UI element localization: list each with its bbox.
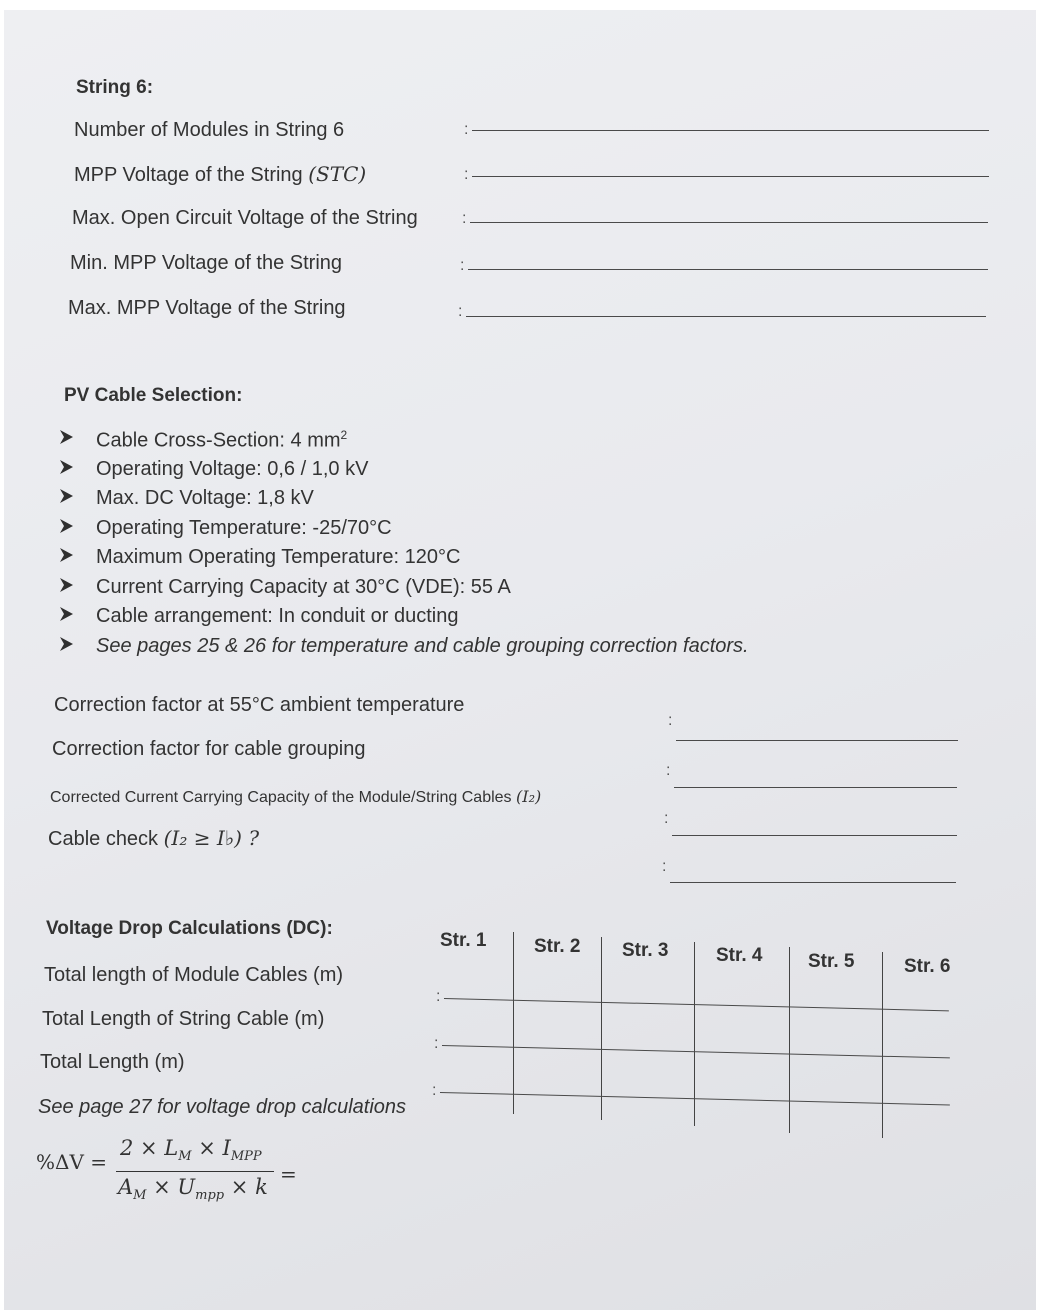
- field-colon: :: [434, 1035, 439, 1052]
- field-colon: :: [436, 988, 441, 1005]
- field-label-modules: Number of Modules in String 6: [74, 119, 345, 141]
- column-header-str1: Str. 1: [440, 930, 487, 951]
- row-label-string-cable: Total Length of String Cable (m): [42, 1008, 325, 1030]
- table-column-divider: [513, 932, 514, 1114]
- cable-check-label: Cable check (I₂ ≥ I♭) ?: [48, 826, 260, 850]
- field-colon: :: [458, 303, 463, 320]
- field-colon: :: [464, 166, 469, 183]
- table-column-divider: [789, 947, 790, 1133]
- field-colon: :: [662, 858, 667, 875]
- table-column-divider: [882, 952, 883, 1138]
- worksheet-page: String 6: Number of Modules in String 6 : MPP Voltage of the String (STC) : Max. Open Circuit Voltage of the String : Min. MPP Voltage of the String : Max. MPP Voltage of the String : PV Cable Selection: Cable Cross-Section: 4 $mm^2$ Operating Voltage: 0,6 / 1,0 kV Max. DC Voltage: 1,8 kV Operating Temperature: -25/70°C Maximum Operating Temperature: 120°C Current Carrying Capacity at 30°C (VDE): 55 A Cable arrangement: In conduit or ducting See pages 25 & 26 for temperature and cable grouping correction factors. Correction factor at 55°C ambient temperature : Correction factor for cable grouping : Corrected Current Carrying Capacity of the Module/String Cables (I₂) : Cable check (I₂ ≥ I♭) ? : Voltage Drop Calculations (DC): Str. 1 Str. 2 Str. 3 Str. 4 Str. 5 Str. 6 Total length of Module Cables (m) : Total Length of String Cable (m) : Total Length (m) : See page 27 for voltage drop calculations %ΔV = $2 \times L_M \times I_{MPP}$ $A_M \times U_{mpp} \times k$ =: [4, 10, 1036, 1310]
- formula-rhs: =: [280, 1162, 297, 1186]
- column-header-str3: Str. 3: [622, 940, 669, 961]
- table-column-divider: [601, 937, 602, 1120]
- field-colon: :: [464, 121, 469, 138]
- voltage-drop-heading: Voltage Drop Calculations (DC):: [46, 918, 333, 939]
- input-line-cable-check[interactable]: [670, 882, 956, 883]
- row-label-total-length: Total Length (m): [40, 1051, 185, 1073]
- field-label-min-mpp: Min. MPP Voltage of the String: [70, 252, 343, 274]
- input-line-max-open-circuit[interactable]: [470, 222, 988, 223]
- field-label-max-mpp: Max. MPP Voltage of the String: [68, 297, 346, 319]
- voltage-drop-note: See page 27 for voltage drop calculations: [38, 1096, 407, 1118]
- arrow-bullet-icon: [60, 607, 73, 621]
- arrow-bullet-icon: [60, 548, 73, 562]
- column-header-str2: Str. 2: [534, 936, 581, 957]
- table-row-line[interactable]: [442, 1045, 950, 1058]
- field-label-mpp-voltage: MPP Voltage of the String (STC): [74, 162, 367, 186]
- formula-numerator: $2 \times L_M \times I_{MPP}$: [120, 1136, 262, 1165]
- input-line-correction-temp[interactable]: [676, 740, 958, 741]
- input-line-mpp-voltage[interactable]: [472, 176, 989, 177]
- input-line-max-mpp[interactable]: [466, 316, 986, 317]
- input-line-modules[interactable]: [472, 130, 989, 131]
- field-colon: :: [668, 712, 673, 729]
- input-line-corrected-capacity[interactable]: [672, 835, 957, 836]
- column-header-str4: Str. 4: [716, 945, 763, 966]
- correction-temp-label: Correction factor at 55°C ambient temperature: [54, 694, 465, 716]
- formula-fraction-bar: [116, 1171, 274, 1172]
- correction-grouping-label: Correction factor for cable grouping: [52, 738, 366, 760]
- corrected-capacity-label: Corrected Current Carrying Capacity of the Module/String Cables (I₂): [50, 787, 542, 806]
- field-colon: :: [460, 257, 465, 274]
- arrow-bullet-icon: [60, 637, 73, 651]
- string6-heading: String 6:: [76, 77, 154, 98]
- formula-lhs: %ΔV =: [36, 1150, 108, 1174]
- field-label-max-open-circuit: Max. Open Circuit Voltage of the String: [72, 207, 418, 229]
- column-header-str6: Str. 6: [904, 956, 951, 977]
- arrow-bullet-icon: [60, 489, 73, 503]
- arrow-bullet-icon: [60, 430, 73, 444]
- field-colon: :: [664, 810, 669, 827]
- row-label-module-cables: Total length of Module Cables (m): [44, 964, 344, 986]
- field-colon: :: [462, 210, 467, 227]
- pv-cable-heading: PV Cable Selection:: [64, 385, 243, 406]
- field-colon: :: [432, 1082, 437, 1099]
- arrow-bullet-icon: [60, 519, 73, 533]
- arrow-bullet-icon: [60, 578, 73, 592]
- column-header-str5: Str. 5: [808, 951, 855, 972]
- input-line-correction-grouping[interactable]: [674, 787, 957, 788]
- formula-denominator: $A_M \times U_{mpp} \times k$: [118, 1175, 268, 1204]
- arrow-bullet-icon: [60, 460, 73, 474]
- field-colon: :: [666, 762, 671, 779]
- input-line-min-mpp[interactable]: [468, 269, 988, 270]
- table-row-line[interactable]: [444, 998, 949, 1011]
